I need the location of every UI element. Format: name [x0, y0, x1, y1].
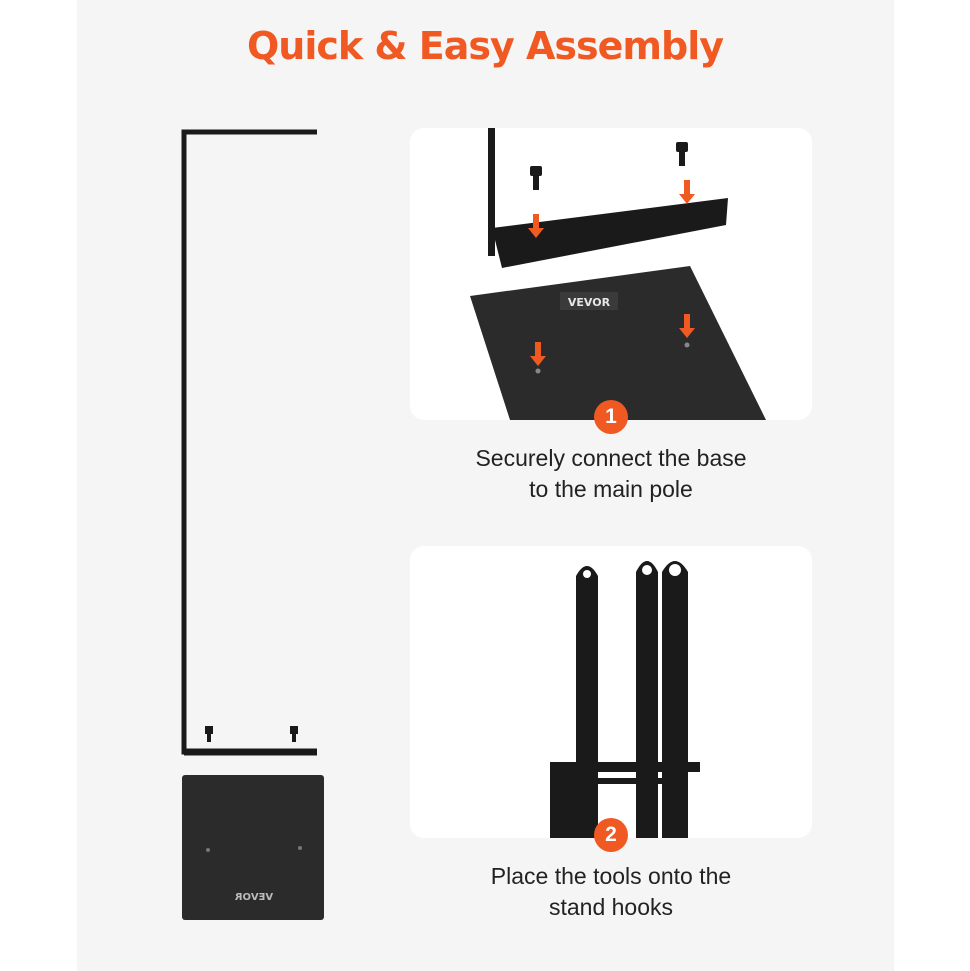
step-2-caption-line-2: stand hooks: [548, 894, 674, 920]
main-pole: [184, 132, 317, 752]
step-1-card: [410, 128, 812, 420]
screw-icon: [205, 726, 213, 742]
base-connection-illustration: [410, 128, 812, 420]
screw-icon: [676, 142, 688, 166]
step-2-card: [410, 546, 812, 838]
step-1-caption-line-1: Securely connect the base: [475, 445, 747, 471]
brand-logo: VEVOR: [567, 296, 611, 309]
page-title: Quick & Easy Assembly: [246, 24, 723, 68]
stand-exploded-illustration: [160, 120, 340, 930]
base-plate: [470, 266, 766, 420]
tool-hooks-illustration: [410, 546, 812, 838]
step-2-badge: 2: [594, 818, 628, 852]
step-1-caption: [411, 443, 811, 505]
down-arrow-icon: [679, 180, 695, 204]
step-1-caption-line-2: to the main pole: [529, 476, 693, 502]
screw-icon: [290, 726, 298, 742]
step-2-caption: [411, 861, 811, 923]
step-2-caption-line-1: Place the tools onto the: [490, 863, 732, 889]
step-1-badge: 1: [594, 400, 628, 434]
screw-icon: [530, 166, 542, 190]
brand-logo-mirrored: VEVOR: [234, 892, 274, 903]
